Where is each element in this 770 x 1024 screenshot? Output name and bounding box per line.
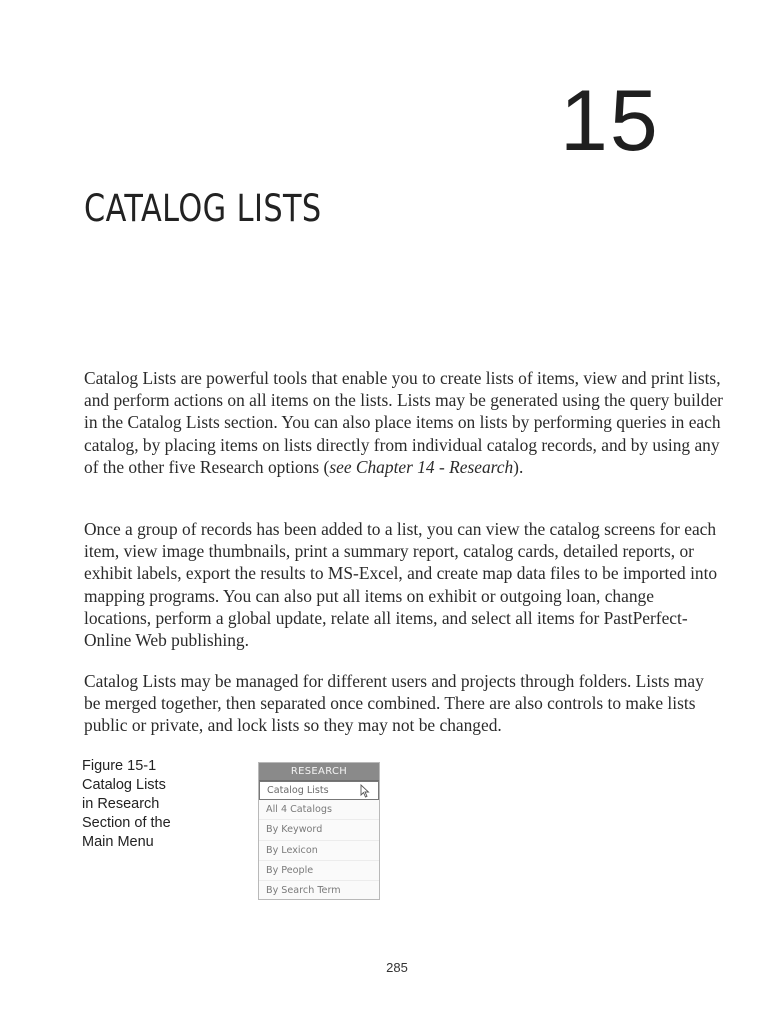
paragraph-actions: Once a group of records has been added to a list, you can view the catalog screens for each item, view image thumbnails, print a summary report, catalog cards, detailed reports, or exhibit labels, export the results to MS-Excel, and create map data files to be imported into mapping programs. You can also put all items on exhibit or outgoing loan, change locations, perform a global update, relate all items, and select all items for PastPerfect-Online Web publishing. bbox=[84, 519, 718, 651]
menu-item-by-keyword: By Keyword bbox=[259, 820, 379, 840]
paragraph-management: Catalog Lists may be managed for different users and projects through folders. Lists may be merged together, then separated once combined. There are also controls to make lists public or private, and lock lists so they may not be changed. bbox=[84, 671, 704, 736]
chapter-number: 15 bbox=[560, 73, 660, 169]
chapter-title: CATALOG LISTS bbox=[84, 187, 322, 230]
figure-caption-line: Catalog Lists bbox=[82, 777, 166, 793]
research-menu-header: RESEARCH bbox=[259, 763, 379, 781]
figure-caption bbox=[82, 757, 212, 852]
mouse-pointer-icon bbox=[360, 784, 370, 798]
paragraph-intro bbox=[84, 367, 724, 478]
menu-item-by-search-term: By Search Term bbox=[266, 885, 341, 897]
menu-item-all-catalogs: All 4 Catalogs bbox=[259, 800, 379, 820]
menu-item-by-people: By People bbox=[259, 861, 379, 881]
menu-item-catalog-lists bbox=[259, 781, 379, 800]
menu-item-label: Catalog Lists bbox=[267, 785, 329, 796]
page-number: 285 bbox=[386, 960, 408, 975]
figure-caption-line: Main Menu bbox=[82, 834, 154, 850]
figure-caption-line: Section of the bbox=[82, 815, 171, 831]
research-menu-screenshot bbox=[258, 762, 380, 900]
paragraph-intro-end: ). bbox=[513, 456, 524, 477]
figure-caption-line: in Research bbox=[82, 796, 160, 812]
figure-caption-line: Figure 15-1 bbox=[82, 758, 157, 774]
paragraph-intro-text: Catalog Lists are powerful tools that enable you to create lists of items, view and print lists, and perform actions on all items on the lists. Lists may be generated using the query builder in the Catalog Lists section. You can also place items on lists by performing queries in each catalog, by placing items on lists directly from individual catalog records, and by using any of the other five Research options ( bbox=[84, 368, 723, 477]
menu-item-by-lexicon: By Lexicon bbox=[259, 841, 379, 861]
chapter-reference: see Chapter 14 - Research bbox=[329, 456, 514, 477]
